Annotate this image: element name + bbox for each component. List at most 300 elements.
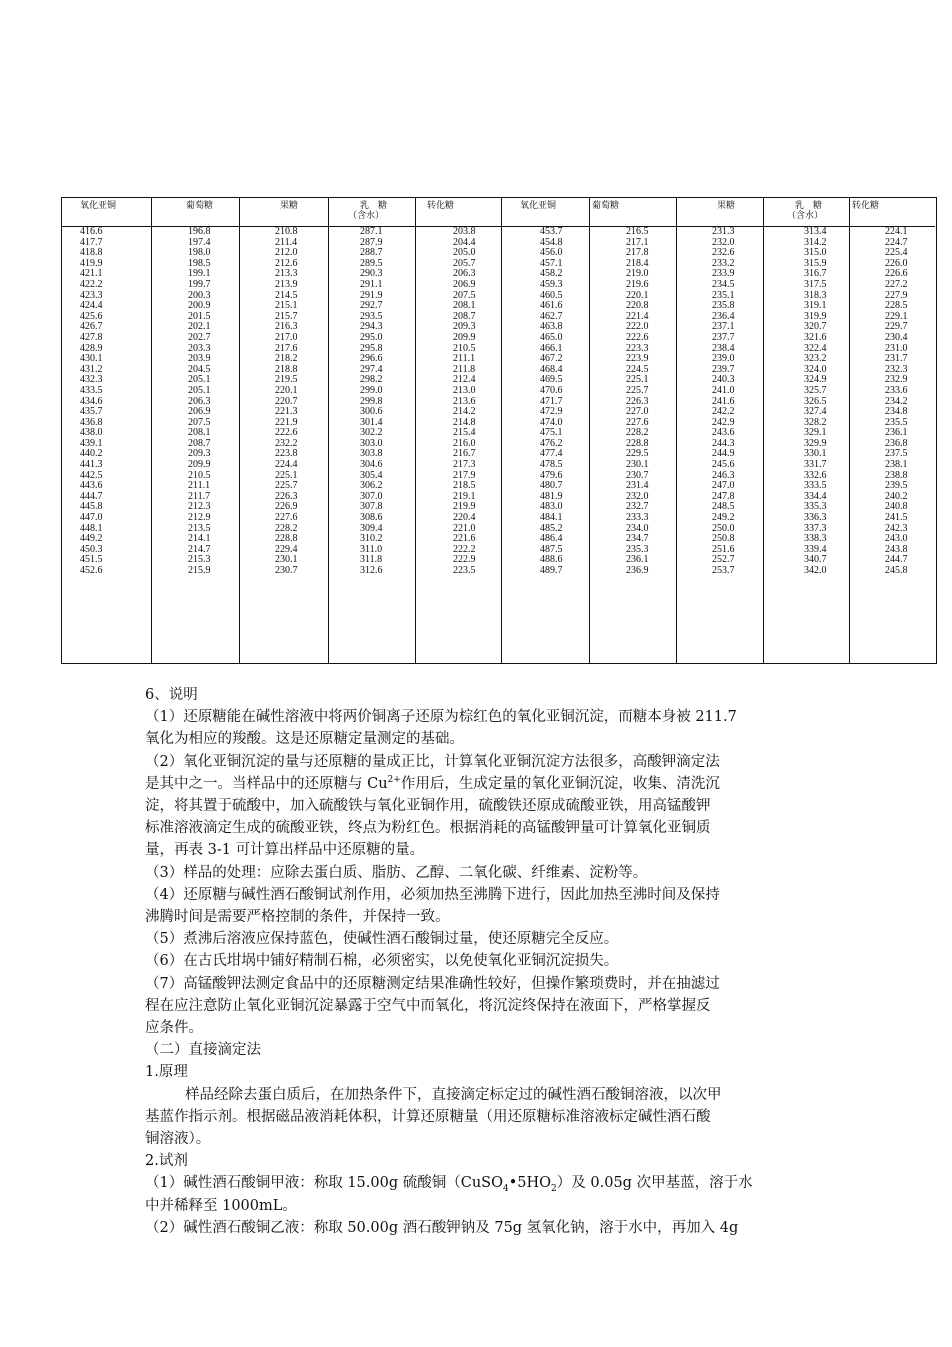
table-cell: 222.0 bbox=[626, 321, 649, 333]
table-cell: 240.3 bbox=[712, 374, 735, 386]
table-cell: 225.1 bbox=[275, 469, 298, 481]
table-cell: 456.0 bbox=[540, 247, 563, 259]
table-cell: 440.2 bbox=[80, 448, 103, 460]
table-cell: 234.0 bbox=[626, 522, 649, 534]
table-cell: 238.4 bbox=[712, 342, 735, 354]
note-4-line: 沸腾时间是需要严格控制的条件，并保持一致。 bbox=[145, 909, 450, 926]
table-cell: 439.1 bbox=[80, 437, 103, 449]
table-cell: 457.1 bbox=[540, 257, 563, 269]
table-cell: 200.3 bbox=[188, 289, 211, 301]
table-cell: 214.7 bbox=[188, 543, 211, 555]
table-cell: 337.3 bbox=[804, 522, 827, 534]
table-cell: 232.2 bbox=[275, 437, 298, 449]
note-7-line: 应条件。 bbox=[145, 1020, 203, 1037]
table-cell: 245.6 bbox=[712, 459, 735, 471]
text-span: 是其中之一。当样品中的还原糖与 Cu bbox=[145, 775, 388, 792]
table-cell: 310.2 bbox=[360, 533, 383, 545]
table-cell: 216.0 bbox=[453, 437, 476, 449]
table-cell: 212.0 bbox=[275, 247, 298, 259]
table-cell: 206.3 bbox=[453, 268, 476, 280]
table-cell: 306.2 bbox=[360, 480, 383, 492]
table-cell: 336.3 bbox=[804, 512, 827, 524]
column-header-label: 果糖 bbox=[280, 201, 299, 211]
table-cell: 217.6 bbox=[275, 342, 298, 354]
table-cell: 315.9 bbox=[804, 257, 827, 269]
column-header-sublabel: （含水） bbox=[787, 211, 824, 221]
text-span: ）及 0.05g 次甲基蓝，溶于水 bbox=[556, 1175, 753, 1192]
table-cell: 208.7 bbox=[453, 310, 476, 322]
table-cell: 203.3 bbox=[188, 342, 211, 354]
table-cell: 217.3 bbox=[453, 459, 476, 471]
column-header bbox=[502, 198, 589, 227]
table-cell: 232.0 bbox=[626, 490, 649, 502]
table-cell: 332.6 bbox=[804, 469, 827, 481]
table-cell: 305.4 bbox=[360, 469, 383, 481]
table-cell: 480.7 bbox=[540, 480, 563, 492]
table-cell: 234.8 bbox=[885, 406, 908, 418]
table-cell: 470.6 bbox=[540, 384, 563, 396]
table-cell: 224.1 bbox=[885, 226, 908, 237]
column-header-label: 氧化亚铜 bbox=[520, 201, 557, 211]
table-cell: 236.9 bbox=[626, 565, 649, 576]
table-cell: 247.0 bbox=[712, 480, 735, 492]
table-cell: 230.4 bbox=[885, 331, 908, 343]
table-cell: 288.7 bbox=[360, 247, 383, 259]
table-cell: 231.4 bbox=[626, 480, 649, 492]
table-cell: 225.1 bbox=[626, 374, 649, 386]
table-cell: 230.1 bbox=[626, 459, 649, 471]
table-cell: 488.6 bbox=[540, 554, 563, 566]
note-1-line: （1）还原糖能在碱性溶液中将两价铜离子还原为棕红色的氧化亚铜沉淀，而糖本身被 211.7 bbox=[145, 709, 737, 726]
table-cell: 461.6 bbox=[540, 300, 563, 312]
table-cell: 233.9 bbox=[712, 268, 735, 280]
table-cell: 196.8 bbox=[188, 226, 211, 237]
table-cell: 243.6 bbox=[712, 427, 735, 439]
table-cell: 432.3 bbox=[80, 374, 103, 386]
table-cell: 210.5 bbox=[188, 469, 211, 481]
table-cell: 217.8 bbox=[626, 247, 649, 259]
table-cell: 479.6 bbox=[540, 469, 563, 481]
table-cell: 451.5 bbox=[80, 554, 103, 566]
section-heading: 6、说明 bbox=[145, 687, 198, 703]
table-cell: 241.5 bbox=[885, 512, 908, 524]
table-cell: 202.7 bbox=[188, 331, 211, 343]
table-cell: 324.0 bbox=[804, 363, 827, 375]
table-cell: 466.1 bbox=[540, 342, 563, 354]
table-cell: 236.8 bbox=[885, 437, 908, 449]
table-cell: 295.8 bbox=[360, 342, 383, 354]
column-values bbox=[188, 227, 211, 577]
table-cell: 210.5 bbox=[453, 342, 476, 354]
table-cell: 239.7 bbox=[712, 363, 735, 375]
column-values bbox=[540, 227, 563, 577]
table-cell: 340.7 bbox=[804, 554, 827, 566]
table-cell: 238.8 bbox=[885, 469, 908, 481]
table-cell: 311.8 bbox=[360, 554, 383, 566]
table-cell: 233.2 bbox=[712, 257, 735, 269]
table-cell: 233.3 bbox=[626, 512, 649, 524]
table-cell: 315.0 bbox=[804, 247, 827, 259]
table-cell: 218.8 bbox=[275, 363, 298, 375]
table-cell: 325.7 bbox=[804, 384, 827, 396]
principle-line: 铜溶液）。 bbox=[145, 1131, 211, 1148]
table-cell: 478.5 bbox=[540, 459, 563, 471]
table-cell: 239.0 bbox=[712, 353, 735, 365]
table-cell: 302.2 bbox=[360, 427, 383, 439]
column-header bbox=[240, 198, 328, 227]
table-cell: 219.5 bbox=[275, 374, 298, 386]
text-span: （1）碱性酒石酸铜甲液：称取 15.00g 硫酸铜（CuSO bbox=[145, 1175, 503, 1192]
table-cell: 298.2 bbox=[360, 374, 383, 386]
table-cell: 235.5 bbox=[885, 416, 908, 428]
table-cell: 227.9 bbox=[885, 289, 908, 301]
table-cell: 217.1 bbox=[626, 236, 649, 248]
table-cell: 462.7 bbox=[540, 310, 563, 322]
table-cell: 204.4 bbox=[453, 236, 476, 248]
table-cell: 243.8 bbox=[885, 543, 908, 555]
table-cell: 226.3 bbox=[275, 490, 298, 502]
table-cell: 427.8 bbox=[80, 331, 103, 343]
table-cell: 215.7 bbox=[275, 310, 298, 322]
table-cell: 198.0 bbox=[188, 247, 211, 259]
table-cell: 250.0 bbox=[712, 522, 735, 534]
table-cell: 211.1 bbox=[188, 480, 211, 492]
table-cell: 433.5 bbox=[80, 384, 103, 396]
table-cell: 227.0 bbox=[626, 406, 649, 418]
table-cell: 213.0 bbox=[453, 384, 476, 396]
table-column bbox=[240, 198, 329, 663]
table-cell: 232.0 bbox=[712, 236, 735, 248]
column-header bbox=[152, 198, 239, 227]
table-cell: 239.5 bbox=[885, 480, 908, 492]
table-cell: 229.7 bbox=[885, 321, 908, 333]
subscript: 2 bbox=[551, 1184, 557, 1195]
table-cell: 228.2 bbox=[275, 522, 298, 534]
table-cell: 211.1 bbox=[453, 353, 476, 365]
table-cell: 245.8 bbox=[885, 565, 908, 576]
table-cell: 489.7 bbox=[540, 565, 563, 576]
table-cell: 212.6 bbox=[275, 257, 298, 269]
table-cell: 431.2 bbox=[80, 363, 103, 375]
note-2-line: 淀，将其置于硫酸中，加入硫酸铁与氧化亚铜作用，硫酸铁还原成硫酸亚铁，用高锰酸钾 bbox=[145, 798, 711, 815]
table-cell: 434.6 bbox=[80, 395, 103, 407]
table-cell: 426.7 bbox=[80, 321, 103, 333]
table-cell: 444.7 bbox=[80, 490, 103, 502]
table-cell: 225.7 bbox=[626, 384, 649, 396]
column-header bbox=[677, 198, 763, 227]
table-cell: 225.7 bbox=[275, 480, 298, 492]
table-cell: 227.6 bbox=[275, 512, 298, 524]
table-cell: 203.8 bbox=[453, 226, 476, 237]
table-cell: 237.1 bbox=[712, 321, 735, 333]
table-cell: 224.5 bbox=[626, 363, 649, 375]
table-cell: 230.7 bbox=[275, 565, 298, 576]
column-header-label: 乳 糖 bbox=[360, 201, 388, 211]
table-cell: 299.8 bbox=[360, 395, 383, 407]
table-cell: 222.9 bbox=[453, 554, 476, 566]
table-cell: 230.7 bbox=[626, 469, 649, 481]
table-cell: 483.0 bbox=[540, 501, 563, 513]
table-column bbox=[502, 198, 590, 663]
table-cell: 207.5 bbox=[453, 289, 476, 301]
table-cell: 436.8 bbox=[80, 416, 103, 428]
table-cell: 228.8 bbox=[626, 437, 649, 449]
table-cell: 216.7 bbox=[453, 448, 476, 460]
notes-section bbox=[145, 684, 815, 1239]
table-cell: 209.9 bbox=[453, 331, 476, 343]
table-cell: 477.4 bbox=[540, 448, 563, 460]
table-cell: 213.6 bbox=[453, 395, 476, 407]
column-values bbox=[885, 227, 908, 577]
table-cell: 212.3 bbox=[188, 501, 211, 513]
table-cell: 468.4 bbox=[540, 363, 563, 375]
column-header bbox=[416, 198, 501, 227]
table-column bbox=[416, 198, 502, 663]
table-cell: 199.1 bbox=[188, 268, 211, 280]
table-cell: 233.6 bbox=[885, 384, 908, 396]
table-column bbox=[764, 198, 850, 663]
note-1-line: 氧化为相应的羧酸。这是还原糖定量测定的基础。 bbox=[145, 731, 464, 748]
table-cell: 338.3 bbox=[804, 533, 827, 545]
reagent-heading: 2.试剂 bbox=[145, 1153, 188, 1170]
table-cell: 234.7 bbox=[626, 533, 649, 545]
column-header-label: 葡萄糖 bbox=[186, 201, 214, 211]
table-cell: 471.7 bbox=[540, 395, 563, 407]
subscript: 4 bbox=[503, 1184, 509, 1195]
table-cell: 220.8 bbox=[626, 300, 649, 312]
table-cell: 206.3 bbox=[188, 395, 211, 407]
table-cell: 220.7 bbox=[275, 395, 298, 407]
note-4-line: （4）还原糖与碱性酒石酸铜试剂作用，必须加热至沸腾下进行，因此加热至沸时间及保持 bbox=[145, 886, 720, 903]
table-cell: 472.9 bbox=[540, 406, 563, 418]
table-cell: 329.9 bbox=[804, 437, 827, 449]
table-cell: 289.5 bbox=[360, 257, 383, 269]
table-cell: 465.0 bbox=[540, 331, 563, 343]
table-cell: 218.2 bbox=[275, 353, 298, 365]
table-cell: 215.4 bbox=[453, 427, 476, 439]
note-2-line: 标准溶液滴定生成的硫酸亚铁，终点为粉红色。根据消耗的高锰酸钾量可计算氧化亚铜质 bbox=[145, 820, 711, 837]
table-cell: 453.7 bbox=[540, 226, 563, 237]
column-header-label: 葡萄糖 bbox=[592, 201, 620, 211]
table-cell: 208.1 bbox=[188, 427, 211, 439]
table-cell: 218.5 bbox=[453, 480, 476, 492]
table-cell: 219.1 bbox=[453, 490, 476, 502]
table-cell: 342.0 bbox=[804, 565, 827, 576]
table-cell: 244.7 bbox=[885, 554, 908, 566]
table-cell: 211.7 bbox=[188, 490, 211, 502]
table-cell: 208.7 bbox=[188, 437, 211, 449]
table-cell: 307.8 bbox=[360, 501, 383, 513]
table-cell: 209.3 bbox=[453, 321, 476, 333]
table-cell: 232.3 bbox=[885, 363, 908, 375]
column-values bbox=[626, 227, 649, 577]
table-cell: 290.3 bbox=[360, 268, 383, 280]
table-cell: 485.2 bbox=[540, 522, 563, 534]
table-cell: 214.5 bbox=[275, 289, 298, 301]
column-header bbox=[62, 198, 151, 227]
table-cell: 221.0 bbox=[453, 522, 476, 534]
table-cell: 244.9 bbox=[712, 448, 735, 460]
table-cell: 419.9 bbox=[80, 257, 103, 269]
column-header-label: 氧化亚铜 bbox=[80, 201, 117, 211]
table-cell: 463.8 bbox=[540, 321, 563, 333]
table-cell: 226.6 bbox=[885, 268, 908, 280]
table-cell: 223.3 bbox=[626, 342, 649, 354]
table-cell: 230.1 bbox=[275, 554, 298, 566]
table-cell: 237.7 bbox=[712, 331, 735, 343]
table-cell: 300.6 bbox=[360, 406, 383, 418]
table-cell: 291.1 bbox=[360, 278, 383, 290]
table-cell: 319.9 bbox=[804, 310, 827, 322]
table-cell: 250.8 bbox=[712, 533, 735, 545]
table-cell: 308.6 bbox=[360, 512, 383, 524]
table-cell: 220.1 bbox=[626, 289, 649, 301]
table-cell: 234.5 bbox=[712, 278, 735, 290]
table-cell: 228.8 bbox=[275, 533, 298, 545]
table-cell: 333.5 bbox=[804, 480, 827, 492]
table-cell: 212.4 bbox=[453, 374, 476, 386]
reagent-1-line bbox=[145, 1172, 815, 1194]
table-cell: 317.5 bbox=[804, 278, 827, 290]
table-cell: 222.2 bbox=[453, 543, 476, 555]
table-cell: 309.4 bbox=[360, 522, 383, 534]
column-values bbox=[80, 227, 103, 577]
table-cell: 234.2 bbox=[885, 395, 908, 407]
table-cell: 227.6 bbox=[626, 416, 649, 428]
table-cell: 213.9 bbox=[275, 278, 298, 290]
column-header-label: 转化糖 bbox=[852, 201, 880, 211]
subsection-heading: （二）直接滴定法 bbox=[145, 1042, 261, 1059]
table-cell: 447.0 bbox=[80, 512, 103, 524]
table-cell: 424.4 bbox=[80, 300, 103, 312]
table-cell: 215.3 bbox=[188, 554, 211, 566]
table-cell: 448.1 bbox=[80, 522, 103, 534]
note-3-line: （3）样品的处理：应除去蛋白质、脂肪、乙醇、二氧化碳、纤维素、淀粉等。 bbox=[145, 864, 648, 881]
table-cell: 295.0 bbox=[360, 331, 383, 343]
table-cell: 205.0 bbox=[453, 247, 476, 259]
table-cell: 221.4 bbox=[626, 310, 649, 322]
table-cell: 203.9 bbox=[188, 353, 211, 365]
table-cell: 327.4 bbox=[804, 406, 827, 418]
table-cell: 430.1 bbox=[80, 353, 103, 365]
table-cell: 214.2 bbox=[453, 406, 476, 418]
table-cell: 294.3 bbox=[360, 321, 383, 333]
table-cell: 231.7 bbox=[885, 353, 908, 365]
table-cell: 220.4 bbox=[453, 512, 476, 524]
table-cell: 232.7 bbox=[626, 501, 649, 513]
table-column bbox=[329, 198, 416, 663]
table-cell: 321.6 bbox=[804, 331, 827, 343]
table-cell: 301.4 bbox=[360, 416, 383, 428]
table-cell: 334.4 bbox=[804, 490, 827, 502]
column-values bbox=[360, 227, 383, 577]
table-cell: 252.7 bbox=[712, 554, 735, 566]
table-cell: 238.1 bbox=[885, 459, 908, 471]
table-cell: 454.8 bbox=[540, 236, 563, 248]
table-cell: 235.3 bbox=[626, 543, 649, 555]
column-header-sublabel: （含水） bbox=[348, 211, 385, 221]
table-cell: 228.2 bbox=[626, 427, 649, 439]
table-column bbox=[62, 198, 152, 663]
table-cell: 292.7 bbox=[360, 300, 383, 312]
table-cell: 200.9 bbox=[188, 300, 211, 312]
column-header-label: 转化糖 bbox=[427, 201, 455, 211]
table-cell: 226.0 bbox=[885, 257, 908, 269]
reducing-sugar-table bbox=[61, 197, 937, 664]
table-cell: 438.0 bbox=[80, 427, 103, 439]
reagent-1-line: 中并稀释至 1000mL。 bbox=[145, 1197, 297, 1214]
table-cell: 249.2 bbox=[712, 512, 735, 524]
table-cell: 218.4 bbox=[626, 257, 649, 269]
table-cell: 220.1 bbox=[275, 384, 298, 396]
table-cell: 442.5 bbox=[80, 469, 103, 481]
table-column bbox=[677, 198, 764, 663]
table-cell: 425.6 bbox=[80, 310, 103, 322]
table-cell: 484.1 bbox=[540, 512, 563, 524]
table-cell: 221.9 bbox=[275, 416, 298, 428]
table-cell: 236.4 bbox=[712, 310, 735, 322]
table-cell: 213.3 bbox=[275, 268, 298, 280]
table-cell: 206.9 bbox=[188, 406, 211, 418]
note-2-line: （2）氧化亚铜沉淀的量与还原糖的量成正比，计算氧化亚铜沉淀方法很多，高酸钾滴定法 bbox=[145, 753, 720, 770]
table-cell: 307.0 bbox=[360, 490, 383, 502]
table-cell: 214.1 bbox=[188, 533, 211, 545]
table-cell: 481.9 bbox=[540, 490, 563, 502]
note-6-line: （6）在古氏坩埚中铺好精制石棉，必须密实，以免使氧化亚铜沉淀损失。 bbox=[145, 953, 619, 970]
table-cell: 198.5 bbox=[188, 257, 211, 269]
table-cell: 221.3 bbox=[275, 406, 298, 418]
table-cell: 212.9 bbox=[188, 512, 211, 524]
table-cell: 418.8 bbox=[80, 247, 103, 259]
table-cell: 205.1 bbox=[188, 374, 211, 386]
table-cell: 323.2 bbox=[804, 353, 827, 365]
table-cell: 209.9 bbox=[188, 459, 211, 471]
table-column bbox=[152, 198, 240, 663]
table-cell: 224.4 bbox=[275, 459, 298, 471]
table-cell: 229.4 bbox=[275, 543, 298, 555]
note-7-line: 程在应注意防止氧化亚铜沉淀暴露于空气中而氧化，将沉淀终保持在液面下，严格掌握反 bbox=[145, 997, 711, 1014]
table-cell: 423.3 bbox=[80, 289, 103, 301]
table-cell: 443.6 bbox=[80, 480, 103, 492]
table-cell: 316.7 bbox=[804, 268, 827, 280]
table-cell: 219.0 bbox=[626, 268, 649, 280]
table-column bbox=[590, 198, 677, 663]
table-cell: 311.0 bbox=[360, 543, 383, 555]
table-cell: 293.5 bbox=[360, 310, 383, 322]
table-cell: 421.1 bbox=[80, 268, 103, 280]
table-cell: 320.7 bbox=[804, 321, 827, 333]
table-cell: 221.6 bbox=[453, 533, 476, 545]
table-cell: 428.9 bbox=[80, 342, 103, 354]
text-span: •5HO bbox=[508, 1175, 552, 1192]
text-span: 作用后，生成定量的氧化亚铜沉淀，收集、清洗沉 bbox=[400, 775, 720, 792]
table-cell: 287.1 bbox=[360, 226, 383, 237]
table-cell: 224.7 bbox=[885, 236, 908, 248]
table-cell: 217.9 bbox=[453, 469, 476, 481]
table-cell: 328.2 bbox=[804, 416, 827, 428]
table-cell: 416.6 bbox=[80, 226, 103, 237]
table-cell: 237.5 bbox=[885, 448, 908, 460]
table-cell: 417.7 bbox=[80, 236, 103, 248]
table-cell: 211.8 bbox=[453, 363, 476, 375]
table-cell: 216.3 bbox=[275, 321, 298, 333]
table-cell: 297.4 bbox=[360, 363, 383, 375]
table-cell: 228.5 bbox=[885, 300, 908, 312]
table-cell: 248.5 bbox=[712, 501, 735, 513]
table-cell: 226.9 bbox=[275, 501, 298, 513]
table-cell: 445.8 bbox=[80, 501, 103, 513]
table-cell: 304.6 bbox=[360, 459, 383, 471]
